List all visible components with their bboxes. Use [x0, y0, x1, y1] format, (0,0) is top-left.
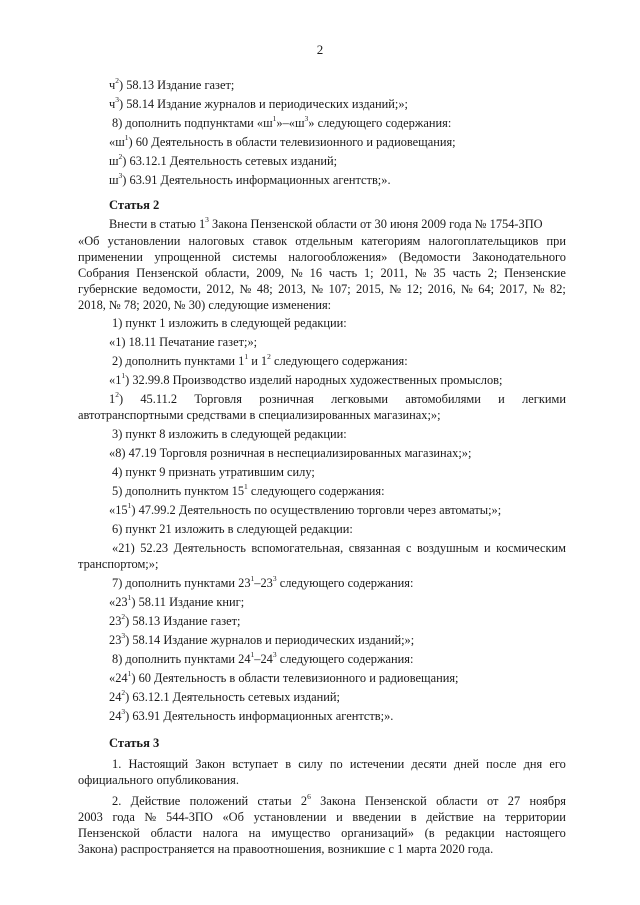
paragraph-line: применении упрощенной системы налогообложения» (Ведомости Законодательного	[78, 250, 566, 264]
paragraph-line: официального опубликования.	[78, 773, 239, 787]
list-item: «$24^1$) 60 Деятельность в области телевизионного и радиовещания;	[109, 668, 459, 685]
list-item: $24^2$) 63.12.1 Деятельность сетевых изданий;	[109, 687, 340, 704]
list-item: $23^2$) 58.13 Издание газет;	[109, 611, 241, 628]
list-item: «$1^1$) 32.99.8 Производство изделий народных художественных промыслов;	[109, 370, 503, 387]
paragraph-line: Пензенской области налога на имущество организаций» (в редакции настоящего	[78, 826, 566, 840]
page-number: 2	[316, 42, 324, 57]
list-item: 2) дополнить пунктами $1^1$ и $1^2$ следующего содержания:	[112, 351, 408, 368]
list-item: «21) 52.23 Деятельность вспомогательная, связанная с воздушным и космическим	[112, 541, 566, 555]
text-line: $ш^2$) 63.12.1 Деятельность сетевых изданий;	[109, 151, 338, 168]
list-item: 5) дополнить пунктом $15^1$ следующего содержания:	[112, 481, 385, 498]
text-line: $ч^3$) 58.14 Издание журналов и периодических изданий;»;	[109, 94, 409, 111]
list-item: 4) пункт 9 признать утратившим силу;	[112, 465, 315, 479]
list-item: $23^3$) 58.14 Издание журналов и периодических изданий;»;	[109, 630, 415, 647]
paragraph-line: «Об установлении налоговых ставок отдельным категориям налогоплательщиков при	[78, 234, 566, 248]
paragraph-line: 2. Действие положений статьи $2^6$ Закона Пензенской области от 27 ноября	[112, 791, 566, 808]
article-2-heading: Статья 2	[109, 198, 160, 212]
list-item: $24^3$) 63.91 Деятельность информационных агентств;».	[109, 706, 394, 723]
text-line: $ч^2$) 58.13 Издание газет;	[109, 75, 235, 92]
list-item: «8) 47.19 Торговля розничная в неспециализированных магазинах;»;	[109, 446, 472, 460]
text-line: 8) дополнить подпунктами «$ш^1»-«ш^3$» следующего содержания:	[112, 113, 452, 130]
list-item: автотранспортными средствами в специализированных магазинах;»;	[78, 408, 441, 422]
list-item: «$15^1$) 47.99.2 Деятельность по осуществлению торговли через автоматы;»;	[109, 500, 502, 517]
list-item: «1) 18.11 Печатание газет;»;	[109, 335, 258, 349]
list-item: $1^2$) 45.11.2 Торговля розничная легковыми автомобилями и легкими	[109, 389, 566, 406]
list-item: транспортом;»;	[78, 557, 159, 571]
list-item: 8) дополнить пунктами $24^1-24^3$ следующего содержания:	[112, 649, 414, 666]
text-line: $ш^3$) 63.91 Деятельность информационных агентств;».	[109, 170, 391, 187]
paragraph-line: Собрания Пензенской области, 2009, № 16 часть 1; 2011, № 35 часть 2; Пензенские	[78, 266, 566, 280]
list-item: «$23^1$) 58.11 Издание книг;	[109, 592, 245, 609]
paragraph-line: Закона) распространяется на правоотношения, возникшие с 1 марта 2020 года.	[78, 842, 494, 856]
paragraph-line: Внести в статью $1^3$ Закона Пензенской области от 30 июня 2009 года № 1754-ЗПО	[109, 214, 543, 231]
list-item: 1) пункт 1 изложить в следующей редакции:	[112, 316, 347, 330]
paragraph-line: 2003 года № 544-ЗПО «Об установлении и введении в действие на территории	[78, 810, 566, 824]
article-3-heading: Статья 3	[109, 736, 160, 750]
list-item: 6) пункт 21 изложить в следующей редакции:	[112, 522, 353, 536]
paragraph-line: губернские ведомости, 2012, № 48; 2013, № 107; 2015, № 12; 2016, № 64; 2017, № 82;	[78, 282, 566, 296]
list-item: 7) дополнить пунктами $23^1-23^3$ следующего содержания:	[112, 573, 414, 590]
paragraph-line: 1. Настоящий Закон вступает в силу по истечении десяти дней после дня его	[112, 757, 566, 771]
text-line: «$ш^1$) 60 Деятельность в области телевизионного и радиовещания;	[109, 132, 456, 149]
paragraph-line: 2018, № 78; 2020, № 30) следующие изменения:	[78, 298, 332, 312]
list-item: 3) пункт 8 изложить в следующей редакции:	[112, 427, 347, 441]
